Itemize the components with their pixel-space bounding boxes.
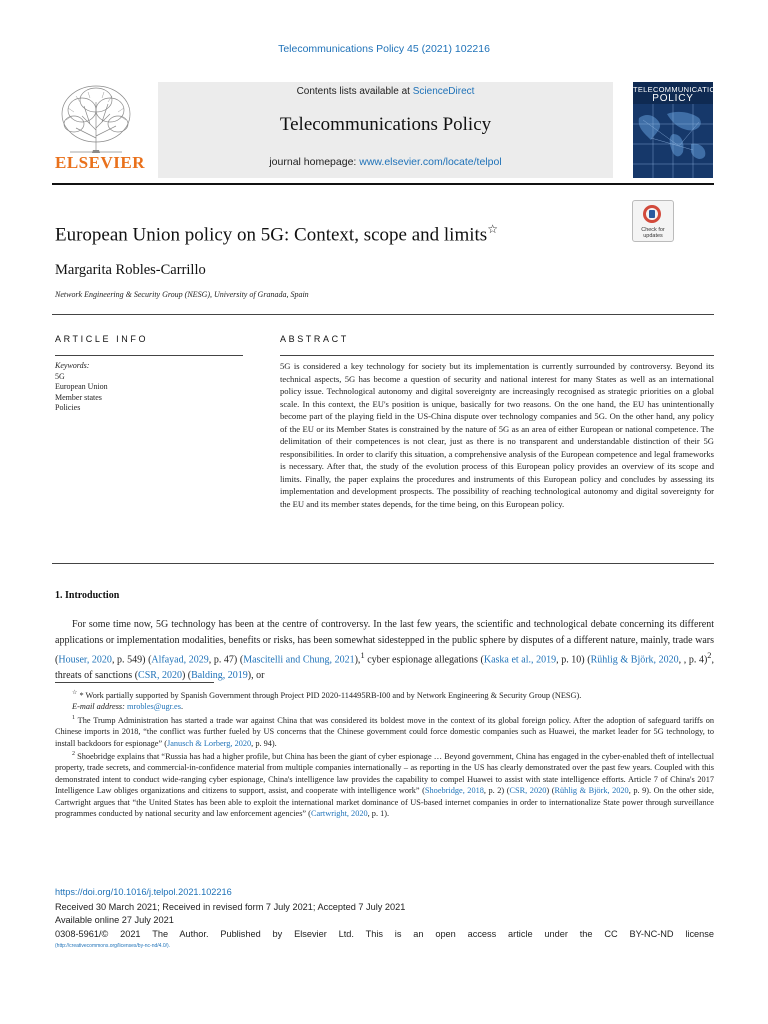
title-footnote-mark[interactable]: ☆ [487, 222, 498, 236]
available-online-date: Available online 27 July 2021 [55, 915, 174, 925]
intro-text: For some time now, 5G technology has been at the centre of controversy. In the last few years, the scientific and technological debate concerning its different applications or implementation modalities, benefits or risks, has been somewhat sidestepped in the public sphere by disputes of a different nature, mainly, trade wars ( [55, 619, 714, 666]
cover-title-line1: TELECOMMUNICATIONS [633, 85, 727, 94]
keywords-label: Keywords: [55, 361, 90, 370]
footnote-text: , p. 2) ( [483, 786, 510, 796]
doi-link[interactable]: https://doi.org/10.1016/j.telpol.2021.102216 [55, 887, 232, 897]
title-divider [52, 314, 714, 315]
intro-text: , , p. 4) [678, 654, 708, 666]
journal-title: Telecommunications Policy [279, 114, 492, 135]
contents-prefix: Contents lists available at [296, 86, 413, 97]
check-for-updates-button[interactable] [632, 200, 674, 242]
author-affiliation: Network Engineering & Security Group (NESG), University of Granada, Spain [55, 290, 309, 299]
intro-text: ), [354, 654, 361, 666]
journal-banner [158, 82, 613, 178]
journal-reference-link[interactable]: Telecommunications Policy 45 (2021) 102216 [278, 43, 490, 55]
footnote-divider [55, 682, 214, 683]
footnote-text: The Trump Administration has started a trade war against China that was considered its boldest move in the context of its global foreign policy. After the adoption of safeguard tariffs on Chinese imports in 2018, “the conflict was further fueled by US concerns that the Chinese government could force domestic companies such as Huawei, the market leader for 5G technology, to install backdoors for espionage” ( [55, 715, 714, 748]
cover-title-line2: POLICY [652, 93, 694, 104]
introduction-paragraph [55, 617, 714, 683]
license-statement: 0308-5961/© 2021 The Author. Published by Elsevier Ltd. This is an open access article under the CC BY-NC-ND license [55, 929, 714, 939]
footnote-text: , p. 1). [367, 809, 390, 819]
citation-link[interactable]: Janusch & Lorberg, 2020 [166, 738, 252, 748]
contents-available-line [158, 86, 613, 97]
intro-text: ) ( [181, 669, 192, 681]
citation-link[interactable]: Cartwright, 2020 [310, 809, 368, 819]
intro-text: cyber espionage allegations ( [364, 654, 484, 666]
footnote-text: ) ( [546, 786, 555, 796]
intro-text: ), or [247, 669, 265, 681]
journal-cover-image[interactable] [633, 82, 727, 178]
article-title-text: European Union policy on 5G: Context, scope and limits [55, 224, 488, 246]
homepage-prefix: journal homepage: [269, 156, 360, 168]
footnote-number: 1 [72, 714, 75, 721]
abstract-divider [280, 355, 714, 356]
article-info-heading: ARTICLE INFO [55, 334, 149, 344]
footnote-ref-link[interactable]: 2 [707, 651, 712, 660]
keyword-item: 5G [55, 371, 65, 381]
cover-title [633, 85, 727, 104]
cover-world-map-graphic [633, 104, 713, 178]
footnote-ref-link[interactable]: 1 [360, 651, 365, 660]
footnote-funding [55, 688, 714, 701]
received-dates: Received 30 March 2021; Received in revised form 7 July 2021; Accepted 7 July 2021 [55, 902, 406, 912]
homepage-link[interactable]: www.elsevier.com/locate/telpol [359, 156, 502, 168]
abstract-heading: ABSTRACT [280, 334, 349, 344]
footnote-text: , p. 9). On the other side, Cartwright argues that “the United States has been able to exploit the international market dominance of US-based internet companies in order to internationalize State power through surveillance programmes conducted by national security and law enforcement agencies” ( [55, 786, 714, 819]
author-email-link[interactable]: mrobles@ugr.es [127, 702, 181, 712]
citation-link[interactable]: Kaska et al., 2019 [483, 654, 557, 666]
citation-link[interactable]: Houser, 2020 [58, 654, 112, 666]
intro-text: , p. 549) ( [111, 654, 152, 666]
keyword-item: Policies [55, 403, 81, 412]
sciencedirect-link[interactable]: ScienceDirect [412, 86, 475, 97]
check-updates-label: Check for updates [641, 227, 665, 239]
citation-link[interactable]: Rühlig & Björk, 2020 [554, 786, 629, 796]
elsevier-wordmark: ELSEVIER [55, 153, 145, 172]
citation-link[interactable]: Mascitelli and Chung, 2021 [243, 654, 355, 666]
intro-text: , p. 10) ( [556, 654, 591, 666]
footnote-2 [55, 749, 714, 820]
footnote-text: Shoebridge explains that “Russia has had a higher profile, but China has been the giant of cyber espionage … Beyond government, China has engaged in the cyber-enabled theft of intellectual property, trade secrets, and commercial-in-confidence material from multiple companies internationally – as reporting in the US has clearly demonstrated over the past few years. Coupled with this demonstrated intent to conduct wide-ranging cyber espionage, China's intelligence law provides the capability to compel Huawei to assist with state intelligence efforts. Article 7 of China's 2017 Intelligence Law obliges organizations and citizens to support, assist, and cooperate with intelligence work” ( [55, 751, 714, 796]
citation-link[interactable]: Alfayad, 2029 [151, 654, 209, 666]
citation-link[interactable]: Balding, 2019 [191, 669, 248, 681]
citation-link[interactable]: Shoebridge, 2018 [424, 786, 484, 796]
footnotes-block [55, 688, 714, 820]
header-divider [52, 183, 714, 185]
citation-link[interactable]: CSR, 2020 [138, 669, 182, 681]
keywords-list [55, 361, 108, 414]
footnote-email [55, 701, 714, 713]
abstract-bottom-divider [52, 563, 714, 564]
intro-text: , threats of sanctions ( [55, 654, 714, 681]
check-updates-icon [643, 205, 661, 223]
abstract-body: 5G is considered a key technology for society but its implementation is currently surrounded by controversy. Beyond its technical aspects, 5G has become a question of security and national interest for many States as well as an international policy issue. Technological autonomy and digital sovereignty are increasingly recognised as strategic priorities on a global scale. In this context, the EU's position is unique, basically for two reasons. On the one hand, the EU has unintentionally become part of the playing field in the US-China dispute over technology companies and 5G. On the other hand, any policy of the EU or its Member States is constrained by the nature of 5G as an area of either European or national competence. The delimitation of their competences is not clear, just as there is no transparent and understandable distinction of their 5G responsibilities. In order to clarify this situation, a comprehensive analysis of the European competence and legal frameworks is necessary. After that, the study of the evolution process of this European policy provides an overview of its scope and limits. Finally, the paper explains the procedures and instruments of this European policy and concludes by assessing its implementation and development prospects. The possibility of reaching technological autonomy and digital sovereignty for the EU and its member states depends, for the time being, on this European policy. [280, 361, 714, 509]
footnote-number: 2 [72, 751, 75, 758]
article-title [55, 222, 498, 246]
intro-text: , p. 47) ( [208, 654, 244, 666]
journal-homepage-line [158, 156, 613, 168]
footnote-star-mark: ☆ [72, 690, 78, 696]
keyword-item: European Union [55, 382, 108, 391]
footnote-text: . [180, 702, 184, 712]
footnote-text: * Work partially supported by Spanish Government through Project PID 2020-114495RB-I00 and by Network Engineering & Security Group (NESG). [77, 690, 582, 700]
footnote-text: , p. 94). [251, 738, 277, 748]
author-name[interactable]: Margarita Robles-Carrillo [55, 262, 206, 278]
email-label: E-mail address: [72, 702, 127, 712]
citation-link[interactable]: Rühlig & Björk, 2020 [590, 654, 679, 666]
keyword-item: Member states [55, 392, 102, 402]
license-url-link[interactable]: (http://creativecommons.org/licenses/by-nc-nd/4.0/). [55, 943, 171, 949]
citation-link[interactable]: CSR, 2020 [509, 786, 547, 796]
article-info-divider [55, 355, 243, 356]
introduction-heading: 1. Introduction [55, 590, 120, 601]
footnote-1 [55, 713, 714, 749]
